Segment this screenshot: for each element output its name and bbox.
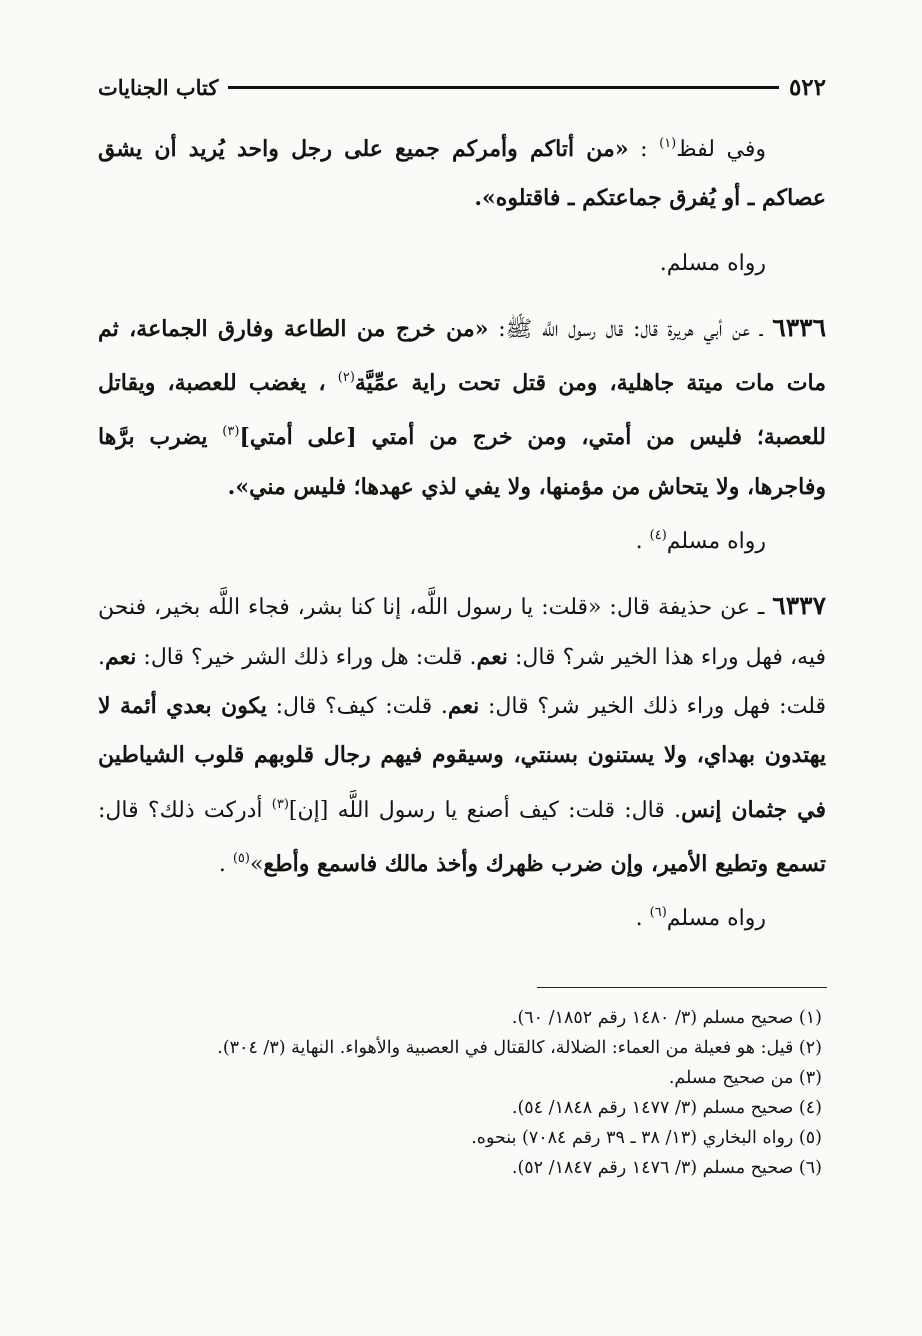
dialog-text: . قلت: هل وراء ذلك الشر خير؟ قال: xyxy=(136,644,477,670)
quote-close: » xyxy=(249,851,264,877)
hadith-text: يكون بعدي أئمة لا يهتدون بهداي، ولا يستنون بسنتي، وسيقوم فيهم رجال قلوبهم قلوب الشياطين في جثمان إنس xyxy=(98,692,826,823)
footnote-item: (١) صحيح مسلم (٣/ ١٤٨٠ رقم ١٨٥٢/ ٦٠). xyxy=(511,1008,822,1028)
running-title: كتاب الجنايات xyxy=(98,74,219,100)
footnote-ref: (٤) xyxy=(649,528,667,544)
source-line: رواه مسلم. xyxy=(659,250,766,276)
hadith-isnad: ـ عن حذيفة قال: «قلت: يا رسول اللَّه، إنا كنا بشر، فجاء اللَّه بخير، فنحن فيه، فهل وراء هذا الخير شر؟ قال: xyxy=(98,595,827,670)
source-end: . xyxy=(635,906,650,932)
footnote-ref: (٣) xyxy=(271,796,289,812)
intro-prefix: وفي لفظ xyxy=(676,137,766,162)
dialog-text: . قلت: كيف؟ قال: xyxy=(266,693,448,719)
spacer xyxy=(98,288,826,304)
footnote-ref: (٥) xyxy=(232,850,250,866)
hadith-text: «من خرج من الطاعة وفارق الجماعة، ثم مات مات ميتة جاهلية، ومن قتل تحت راية عمِّيَّة xyxy=(98,315,826,397)
hadith-text: ، يغضب للعصبة، ويقاتل للعصبة؛ فليس من أمتي، ومن خرج من أمتي [على أمتي] xyxy=(98,370,826,451)
footnote-item: (٤) صحيح مسلم (٣/ ١٤٧٧ رقم ١٨٤٨/ ٥٤). xyxy=(511,1098,822,1118)
source-text: رواه مسلم xyxy=(666,529,766,555)
page-header xyxy=(98,70,826,104)
footnote-ref: (٢) xyxy=(337,370,355,386)
colon: : xyxy=(628,137,660,162)
spacer xyxy=(98,224,826,240)
hadith-isnad: ـ عن أبي هريرة قال: قال رسول اللَّه ﷺ: xyxy=(488,316,773,342)
footnote-item: (٦) صحيح مسلم (٣/ ١٤٧٦ رقم ١٨٤٧/ ٥٢). xyxy=(511,1158,822,1178)
hadith-text: «من أتاكم وأمركم جميع على رجل واحد يُريد أن يشق عصاكم ـ أو يُفرق جماعتكم ـ فاقتلوه». xyxy=(98,136,826,212)
hadith-number: ٦٣٣٦ xyxy=(772,312,826,342)
intro-paragraph xyxy=(98,120,826,224)
footnote-separator xyxy=(537,987,827,988)
hadith-6336 xyxy=(98,304,826,512)
footnote-item: (٣) من صحيح مسلم. xyxy=(668,1068,822,1088)
footnote-ref: (٣) xyxy=(222,424,240,440)
hadith-6337 xyxy=(98,582,826,889)
hadith-text: تسمع وتطيع الأمير، وإن ضرب ظهرك وأخذ مالك فاسمع وأطع xyxy=(263,850,826,877)
footnotes xyxy=(98,1003,822,1183)
source-end: . xyxy=(635,529,650,555)
answer-word: نعم xyxy=(447,692,480,719)
dialog-text: أدركت ذلك؟ قال: xyxy=(98,797,272,823)
footnote-ref: (٦) xyxy=(649,905,667,921)
footnote-ref: (١) xyxy=(659,136,677,151)
answer-word: نعم xyxy=(476,643,508,670)
source-text: رواه مسلم xyxy=(666,906,766,932)
source-line xyxy=(98,512,826,566)
footnote-item: (٥) رواه البخاري (١٣/ ٣٨ ـ ٣٩ رقم ٧٠٨٤) بنحوه. xyxy=(471,1128,822,1148)
dialog-text: . قال: قلت: كيف أصنع يا رسول اللَّه [إن] xyxy=(288,797,682,823)
hadith-number: ٦٣٣٧ xyxy=(772,591,826,621)
answer-word: نعم xyxy=(105,643,137,670)
footnote-item: (٢) قيل: هو فعيلة من العماء: الضلالة، كالقتال في العصبية والأهواء. النهاية (٣/ ٣٠٤). xyxy=(217,1038,822,1058)
source-line xyxy=(98,889,826,943)
header-rule xyxy=(228,86,779,89)
spacer xyxy=(98,566,826,582)
dialog-end: . xyxy=(218,851,233,877)
page-number: ٥٢٢ xyxy=(788,73,826,101)
hadith-text: يضرب برَّها وفاجرها، ولا يتحاش من مؤمنها، ولا يفي لذي عهدها؛ فليس مني». xyxy=(98,424,826,500)
main-text xyxy=(98,120,826,943)
dialog-text: . قلت: فهل وراء ذلك الخير شر؟ قال: xyxy=(98,644,826,719)
